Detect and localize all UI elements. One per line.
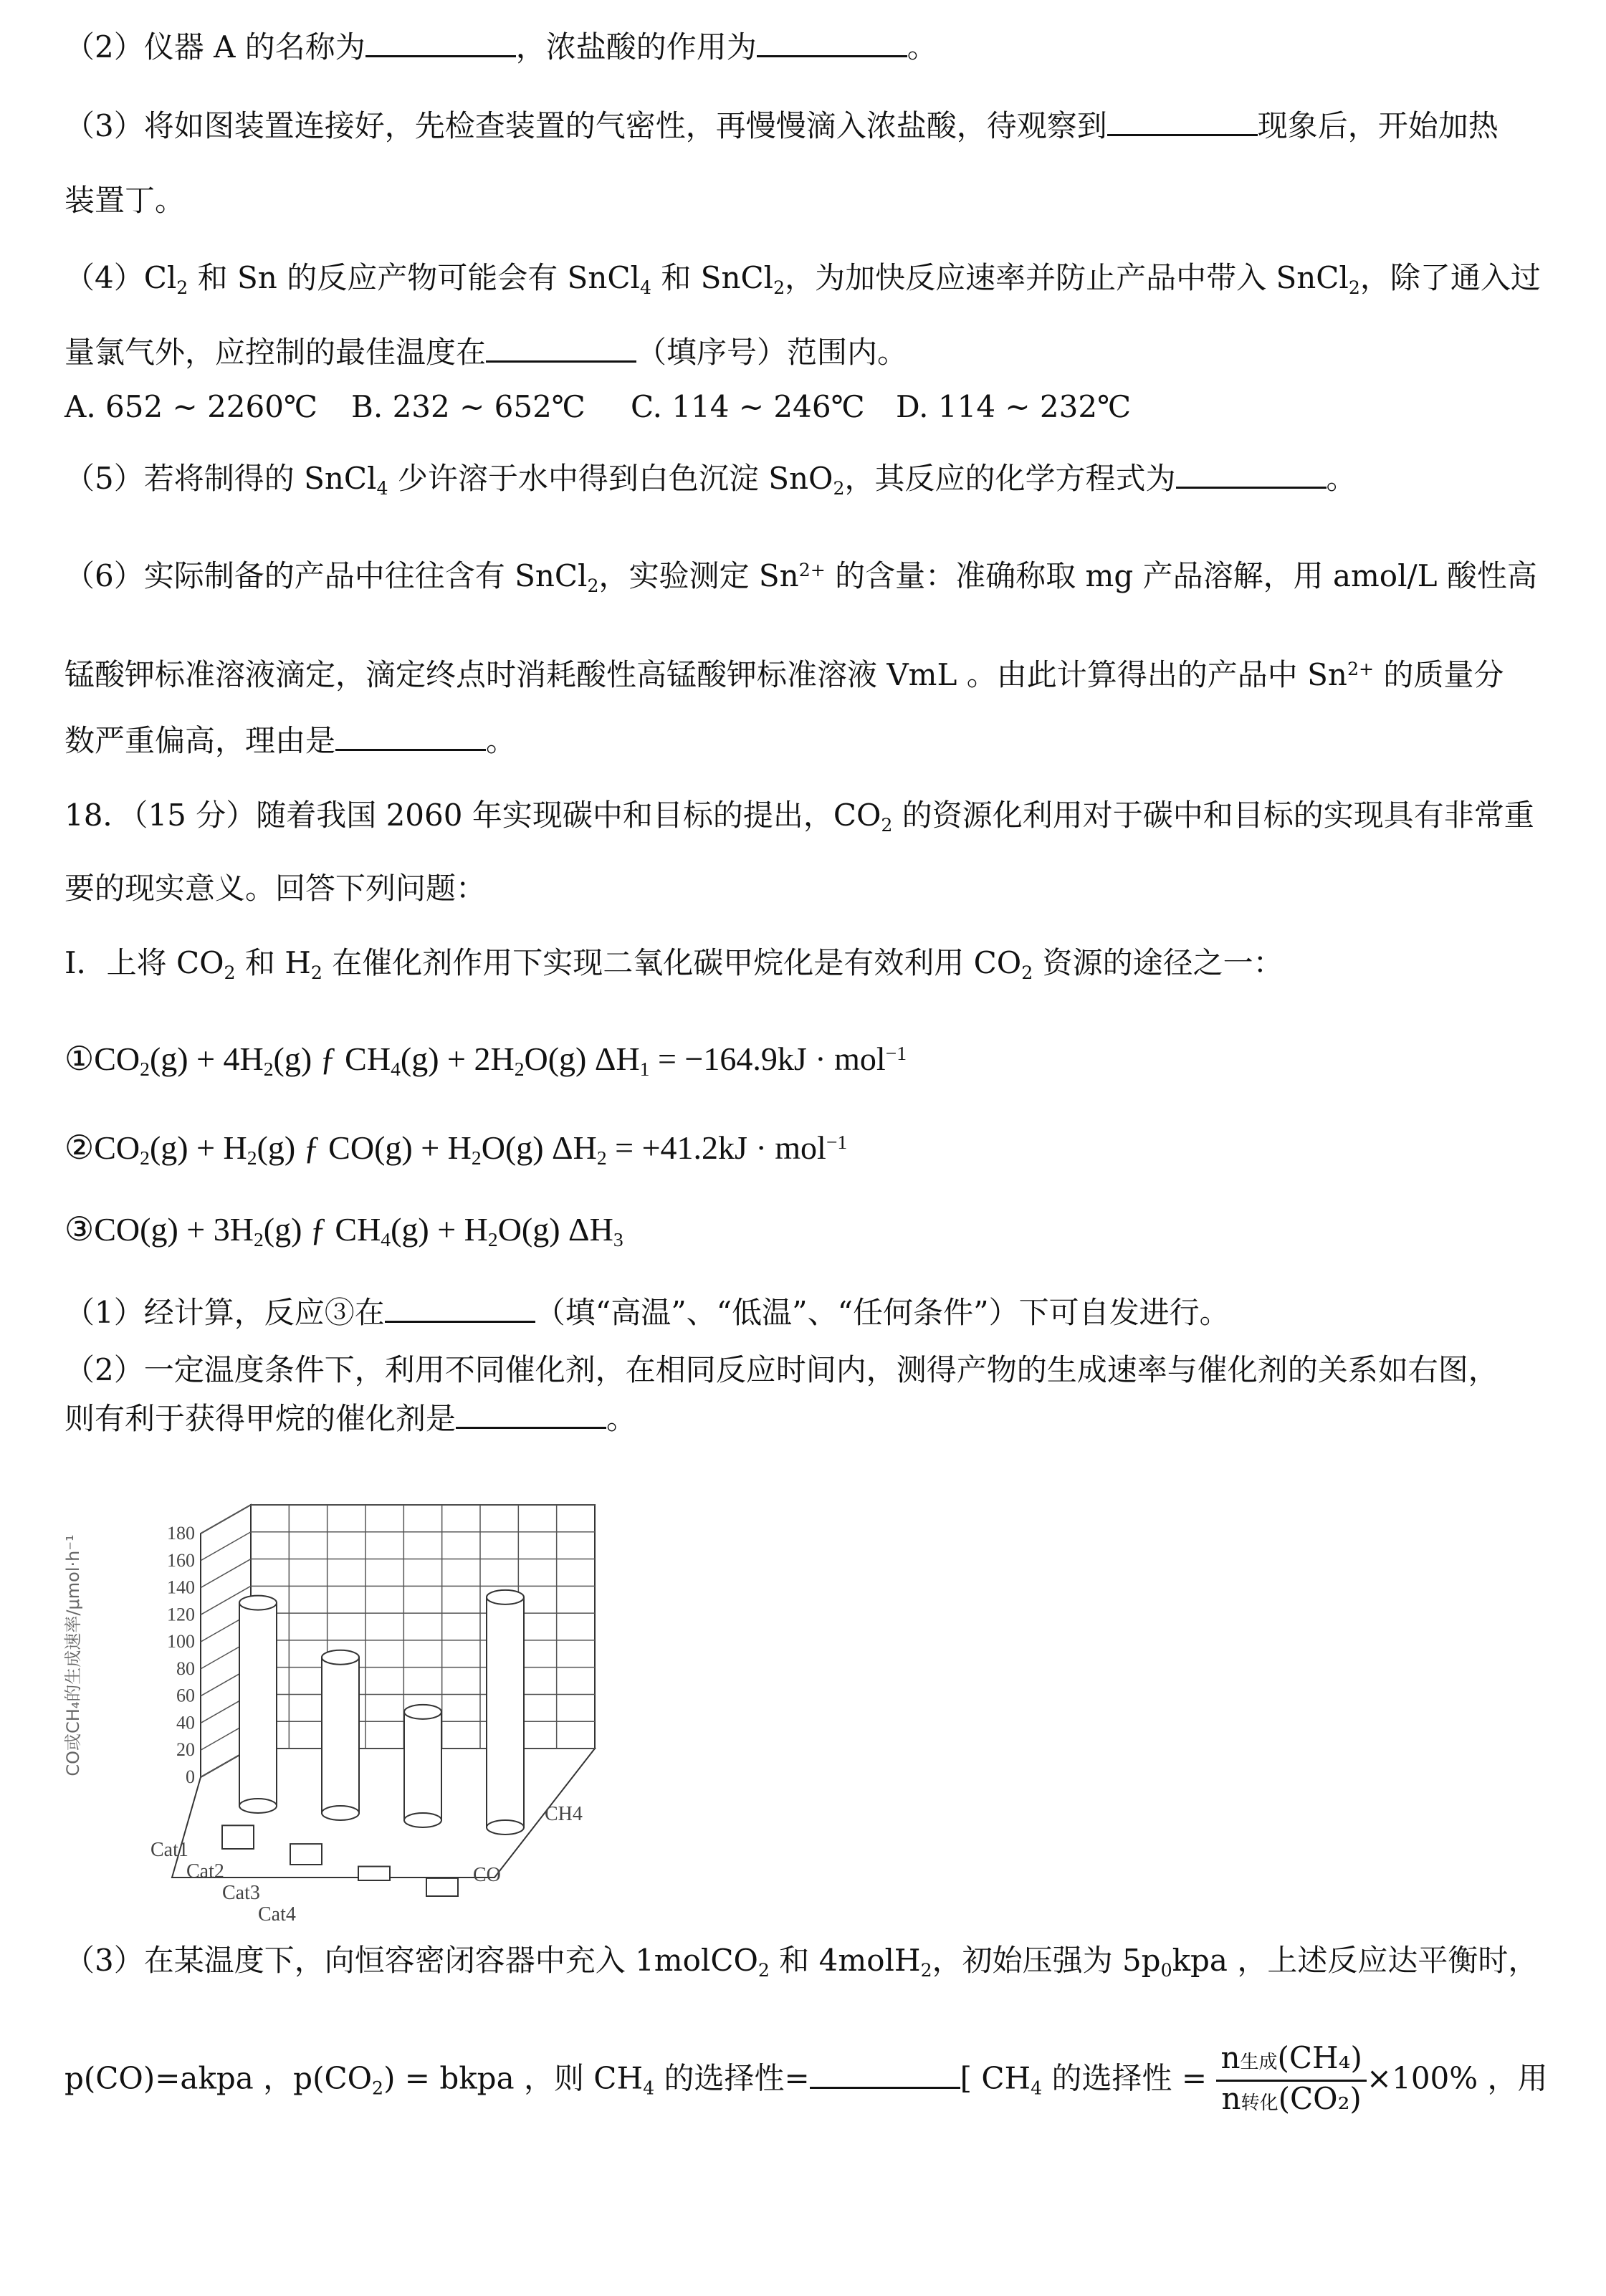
- q4-options: [64, 387, 1541, 427]
- t: (g) ƒ CO(g) + H: [257, 1129, 472, 1166]
- t: ，其反应的化学方程式为: [844, 461, 1176, 496]
- q3-line2: 装置丁。: [64, 183, 186, 218]
- answer-blank[interactable]: [810, 2087, 960, 2089]
- sub: 2: [471, 1147, 482, 1169]
- category-label: Cat3: [222, 1882, 260, 1904]
- sub: 4: [391, 1058, 401, 1080]
- grid-line: [201, 1505, 251, 1534]
- t: O(g) ΔH: [524, 1041, 640, 1077]
- q5-line: [64, 459, 1541, 509]
- bar-co-Cat3: [358, 1867, 390, 1880]
- grid-line: [201, 1532, 251, 1561]
- category-label: Cat1: [150, 1839, 188, 1861]
- bar-ch4-base-Cat4: [487, 1820, 524, 1835]
- t: 的含量：准确称取 mg 产品溶解，用 amol/L 酸性高: [825, 558, 1537, 593]
- option-a[interactable]: A. 652 ~ 2260℃: [64, 389, 317, 424]
- answer-blank[interactable]: [1107, 134, 1258, 136]
- t: 转化: [1241, 2092, 1278, 2114]
- sub: 2: [596, 1147, 607, 1169]
- y-tick-label: 120: [167, 1604, 195, 1625]
- sub: 1: [639, 1058, 650, 1080]
- y-axis-label: CO或CH₄的生成速率/μmol·h⁻¹: [63, 1534, 83, 1776]
- t: (g) + H: [391, 1211, 488, 1248]
- t: O(g) ΔH: [481, 1129, 597, 1166]
- sub: 2: [881, 815, 893, 836]
- sub: 2: [224, 962, 236, 983]
- y-tick-label: 100: [167, 1631, 195, 1652]
- sup: 2+: [798, 560, 826, 580]
- y-tick-label: 80: [176, 1658, 195, 1679]
- depth-label-ch4: CH4: [545, 1803, 583, 1825]
- equation-3: [64, 1210, 1541, 1260]
- t: 量氯气外，应控制的最佳温度在: [64, 335, 487, 370]
- q2-end: 。: [907, 29, 937, 64]
- t: ③CO(g) + 3H: [64, 1211, 254, 1248]
- sub: 2: [253, 1228, 264, 1250]
- sub: 2: [833, 478, 845, 499]
- t: （填“高温”、“低温”、“任何条件”）下可自发进行。: [535, 1295, 1230, 1330]
- answer-blank[interactable]: [335, 749, 486, 751]
- t: 的资源化利用对于碳中和目标的实现具有非常重: [892, 798, 1534, 833]
- sub: 2: [587, 575, 599, 596]
- t: 资源的途径之一：: [1033, 945, 1284, 980]
- t: （6）实际制备的产品中往往含有 SnCl: [64, 558, 588, 593]
- bar-ch4-base-Cat1: [239, 1799, 277, 1813]
- option-d[interactable]: D. 114 ~ 232℃: [896, 389, 1132, 424]
- t: = +41.2kJ · mol: [606, 1129, 826, 1166]
- answer-blank[interactable]: [1176, 487, 1327, 489]
- answer-blank[interactable]: [385, 1321, 535, 1323]
- option-b[interactable]: B. 232 ~ 652℃: [351, 389, 585, 424]
- catalyst-rate-chart: [50, 1491, 616, 1926]
- t: [ CH: [960, 2060, 1031, 2096]
- p2-line2: [64, 1399, 1541, 1439]
- sup: −1: [826, 1131, 848, 1153]
- sub: 2: [310, 962, 322, 983]
- sub: 2: [487, 1228, 498, 1250]
- p2-line1: （2）一定温度条件下，利用不同催化剂，在相同反应时间内，测得产物的生成速率与催化剂的关系如右图，: [64, 1352, 1499, 1387]
- t: 生成: [1240, 2052, 1278, 2073]
- t: = −164.9kJ · mol: [649, 1041, 886, 1077]
- t: 数严重偏高，理由是: [64, 723, 336, 758]
- category-label: Cat2: [186, 1860, 224, 1883]
- y-tick-label: 40: [176, 1712, 195, 1733]
- t: p(CO)=akpa ，p(CO: [64, 2060, 373, 2096]
- q4-line1: [64, 258, 1541, 308]
- bar-ch4-top-Cat3: [404, 1705, 441, 1719]
- y-tick-label: 140: [167, 1577, 195, 1598]
- sub: 3: [613, 1228, 623, 1250]
- t: ，实验测定 Sn: [598, 558, 799, 593]
- sub: 2: [920, 1960, 932, 1981]
- answer-blank[interactable]: [365, 55, 516, 57]
- t: n: [1221, 2081, 1241, 2116]
- t: （1）经计算，反应③在: [64, 1295, 385, 1330]
- t: (CO₂): [1278, 2081, 1362, 2116]
- sub: 2: [263, 1058, 274, 1080]
- y-tick-label: 160: [167, 1549, 195, 1571]
- category-label: Cat4: [258, 1903, 296, 1926]
- t: (CH₄): [1277, 2040, 1362, 2075]
- sup: 2+: [1347, 659, 1375, 679]
- t: (g) ƒ CH: [273, 1041, 391, 1077]
- bar-ch4-Cat1: [239, 1603, 277, 1806]
- q18-line1: [64, 795, 1541, 846]
- sub: 2: [514, 1058, 525, 1080]
- t: (g) + 2H: [400, 1041, 515, 1077]
- t: ①CO: [64, 1041, 140, 1077]
- answer-blank[interactable]: [757, 55, 907, 57]
- t: (g) + 4H: [149, 1041, 264, 1077]
- t: 则有利于获得甲烷的催化剂是: [64, 1401, 457, 1436]
- y-tick-label: 20: [176, 1739, 195, 1761]
- t: 和 H: [235, 945, 311, 980]
- q6-line2: [64, 649, 1541, 695]
- t: （填序号）范围内。: [636, 335, 908, 370]
- sub: 2: [757, 1960, 770, 1981]
- t: 18．（15 分）随着我国 2060 年实现碳中和目标的提出，CO: [64, 798, 881, 833]
- chart-frame: [172, 1505, 595, 1878]
- p3-line1: [64, 1941, 1541, 1991]
- t: 和 4molH: [769, 1943, 921, 1978]
- t: 和 SnCl: [651, 260, 774, 295]
- t: 的质量分: [1374, 657, 1504, 692]
- y-tick-label: 60: [176, 1685, 195, 1706]
- q18-line2: 要的现实意义。回答下列问题：: [64, 871, 487, 906]
- q3-line1: [64, 106, 1541, 146]
- t: O(g) ΔH: [497, 1211, 613, 1248]
- sup: −1: [885, 1042, 907, 1064]
- t: （3）在某温度下，向恒容密闭容器中充入 1molCO: [64, 1943, 758, 1978]
- grid-line: [201, 1559, 251, 1588]
- p3-line2: p(CO)=akpa ，$p(CO_2)$ = bkpa ，则 $CH_4$ 的选择性= [ $CH_4$ 的选择性 = $\frac{\text{n生成(CH₄)}}{\text{n转化(CO₂)}}$ ×100% ，用: [64, 2041, 1541, 2113]
- bar-ch4-base-Cat2: [322, 1806, 359, 1820]
- t: 的选择性=: [654, 2060, 810, 2096]
- equation-2: [64, 1122, 1541, 1178]
- option-c[interactable]: C. 114 ~ 246℃: [631, 389, 865, 424]
- q6-line3: [64, 721, 1541, 761]
- t: ，除了通入过: [1359, 260, 1541, 295]
- selectivity-fraction: [1216, 2041, 1366, 2120]
- t: 。: [606, 1401, 637, 1436]
- bar-ch4-Cat3: [404, 1712, 441, 1820]
- bar-co-Cat1: [222, 1825, 254, 1849]
- t: ) = bkpa ，则 CH: [383, 2060, 644, 2096]
- q6-line1: [64, 550, 1541, 606]
- t: 和 Sn 的反应产物可能会有 SnCl: [188, 260, 640, 295]
- q18-line3: [64, 943, 1541, 993]
- t: Ⅰ．上将 CO: [64, 945, 224, 980]
- q2-text: （2）仪器 A 的名称为: [64, 29, 365, 64]
- bar-ch4-top-Cat1: [239, 1596, 277, 1610]
- t: （5）若将制得的 SnCl: [64, 461, 377, 496]
- bar-ch4-top-Cat2: [322, 1650, 359, 1665]
- sub: 0: [1160, 1960, 1172, 1981]
- sub: 2: [176, 277, 188, 298]
- t: ②CO: [64, 1129, 140, 1166]
- answer-blank[interactable]: [456, 1427, 606, 1429]
- y-tick-label: 0: [186, 1766, 195, 1787]
- sub: 2: [140, 1058, 150, 1080]
- bar-ch4-base-Cat3: [404, 1813, 441, 1827]
- sub: 2: [247, 1147, 257, 1169]
- t: (g) + H: [149, 1129, 247, 1166]
- bar-ch4-top-Cat4: [487, 1590, 524, 1604]
- t: 。: [486, 723, 517, 758]
- t: ，为加快反应速率并防止产品中带入 SnCl: [785, 260, 1349, 295]
- t: 在催化剂作用下实现二氧化碳甲烷化是有效利用 CO: [322, 945, 1022, 980]
- t: ×100% ，用: [1366, 2060, 1548, 2096]
- answer-blank[interactable]: [486, 360, 636, 363]
- t: （4）Cl: [64, 260, 177, 295]
- t: kpa ，上述反应达平衡时，: [1172, 1943, 1539, 1978]
- bar-co-Cat4: [426, 1878, 458, 1896]
- sub: 4: [381, 1228, 391, 1250]
- t: 。: [1326, 461, 1357, 496]
- sub: 4: [639, 277, 651, 298]
- q4-line2: [64, 333, 1541, 373]
- p1-line: [64, 1293, 1541, 1333]
- t: 的选择性 =: [1042, 2060, 1208, 2096]
- t: n: [1220, 2040, 1241, 2075]
- t: (g) ƒ CH: [263, 1211, 381, 1248]
- t: ，初始压强为 5p: [932, 1943, 1161, 1978]
- sub: 4: [376, 478, 388, 499]
- q3-text-post: 现象后，开始加热: [1257, 108, 1499, 143]
- bar-co-Cat2: [290, 1844, 322, 1865]
- q2-text-mid: ，浓盐酸的作用为: [515, 29, 757, 64]
- sub: 2: [1021, 962, 1033, 983]
- bar-ch4-Cat4: [487, 1597, 524, 1827]
- q3-text: （3）将如图装置连接好，先检查装置的气密性，再慢慢滴入浓盐酸，待观察到: [64, 108, 1107, 143]
- q2-line: [64, 27, 1541, 67]
- sub: 2: [1348, 277, 1360, 298]
- t: 少许溶于水中得到白色沉淀 SnO: [388, 461, 833, 496]
- bar-ch4-Cat2: [322, 1658, 359, 1813]
- equation-1: [64, 1033, 1541, 1089]
- sub: 2: [140, 1147, 150, 1169]
- sub: 2: [773, 277, 785, 298]
- depth-label-co: CO: [473, 1864, 501, 1886]
- floor: [172, 1749, 595, 1878]
- y-tick-label: 180: [167, 1523, 195, 1544]
- t: 锰酸钾标准溶液滴定，滴定终点时消耗酸性高锰酸钾标准溶液 VmL 。由此计算得出的产品中 Sn: [64, 657, 1347, 692]
